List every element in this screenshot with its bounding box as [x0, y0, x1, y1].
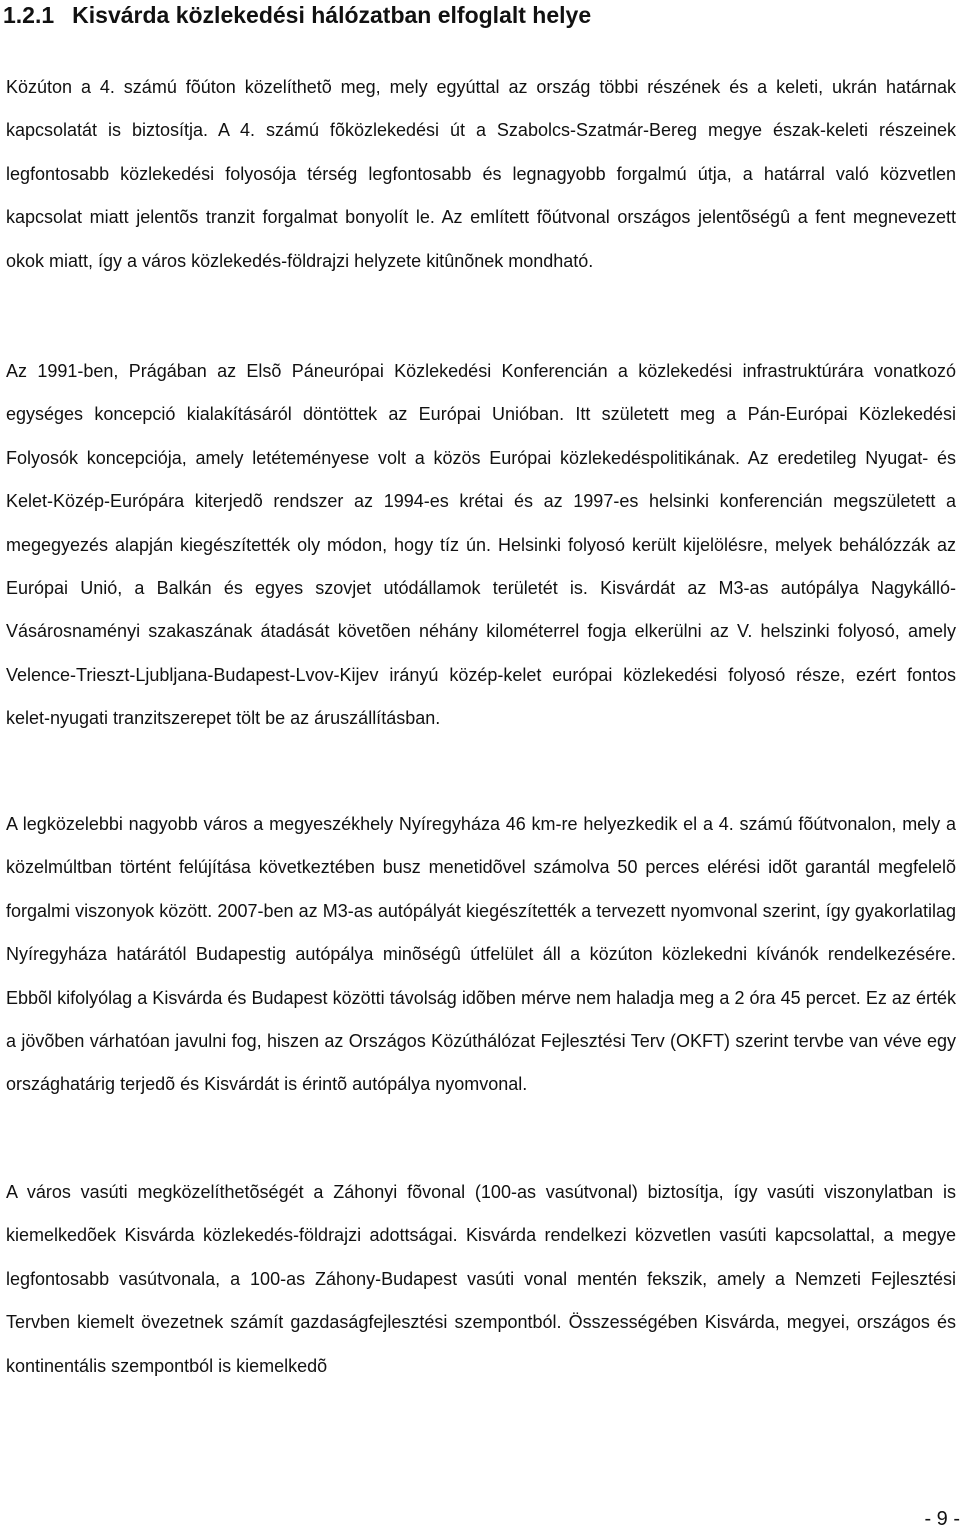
- paragraph-european-corridors: Az 1991-ben, Prágában az Elsõ Páneurópai Közlekedési Konferencián a közlekedési infrastruktúrára vonatkozó egységes koncepció kialakításáról döntöttek az Európai Unióban. Itt született meg a Pán-Európai Közlekedési Folyosók koncepciója, amely letéteményese volt a közös Európai közlekedéspolitikának. Az eredetileg Nyugat- és Kelet-Közép-Európára kiterjedõ rendszer az 1994-es krétai és az 1997-es helsinki konferencián megszületett a megegyezés alapján kiegészítették oly módon, hogy tíz ún. Helsinki folyosó került kijelölésre, melyek behálózzák az Európai Unió, a Balkán és egyes szovjet utódállamok területét is. Kisvárdát az M3-as autópálya Nagykálló-Vásárosnaményi szakaszának átadását követõen néhány kilométerrel fogja elkerülni az V. helszinki folyosó, amely Velence-Trieszt-Ljubljana-Budapest-Lvov-Kijev irányú közép-kelet európai közlekedési folyosó része, ezért fontos kelet-nyugati tranzitszerepet tölt be az áruszállításban.: [6, 361, 956, 729]
- section-heading: [3, 0, 591, 30]
- section-number: 1.2.1: [3, 2, 55, 28]
- section-title: Kisvárda közlekedési hálózatban elfoglalt helye: [72, 2, 592, 28]
- paragraph-nyiregyhaza-budapest: A legközelebbi nagyobb város a megyeszékhely Nyíregyháza 46 km-re helyezkedik el a 4. számú fõútvonalon, mely a közelmúltban történt felújítása következtében busz menetidõvel számolva 50 perces elérési idõt garantál megfelelõ forgalmi viszonyok között. 2007-ben az M3-as autópályát kiegészítették a tervezett nyomvonal szerint, így gyakorlatilag Nyíregyháza határától Budapestig autópálya minõségû útfelület áll a közúton közlekedni kívánók rendelkezésére. Ebbõl kifolyólag a Kisvárda és Budapest közötti távolság idõben mérve nem haladja meg a 2 óra 45 percet. Ez az érték a jövõben várhatóan javulni fog, hiszen az Országos Közúthálózat Fejlesztési Terv (OKFT) szerint tervbe van véve egy országhatárig terjedõ és Kisvárdát is érintõ autópálya nyomvonal.: [6, 814, 956, 1095]
- paragraph-road-access: Közúton a 4. számú fõúton közelíthetõ meg, mely egyúttal az ország többi részének és a keleti, ukrán határnak kapcsolatát is biztosítja. A 4. számú fõközlekedési út a Szabolcs-Szatmár-Bereg megye észak-keleti részeinek legfontosabb közlekedési folyosója térség legfontosabb és legnagyobb forgalmú útja, a határral való közvetlen kapcsolat miatt jelentõs tranzit forgalmat bonyolít le. Az említett fõútvonal országos jelentõségû a fent megnevezett okok miatt, így a város közlekedés-földrajzi helyzete kitûnõnek mondható.: [6, 77, 956, 271]
- page-number-text: - 9 -: [924, 1508, 960, 1530]
- paragraph-railway-access: A város vasúti megközelíthetõségét a Záhonyi fõvonal (100-as vasútvonal) biztosítja, így vasúti viszonylatban is kiemelkedõek Kisvárda közlekedés-földrajzi adottságai. Kisvárda rendelkezi közvetlen vasúti kapcsolattal, a megye legfontosabb vasútvonala, a 100-as Záhony-Budapest vasúti vonal mentén fekszik, amely a Nemzeti Fejlesztési Tervben kiemelt övezetnek számít gazdaságfejlesztési szempontból. Összességében Kisvárda, megyei, országos és kontinentális szempontból is kiemelkedõ: [6, 1182, 956, 1376]
- page-number: [0, 1506, 960, 1532]
